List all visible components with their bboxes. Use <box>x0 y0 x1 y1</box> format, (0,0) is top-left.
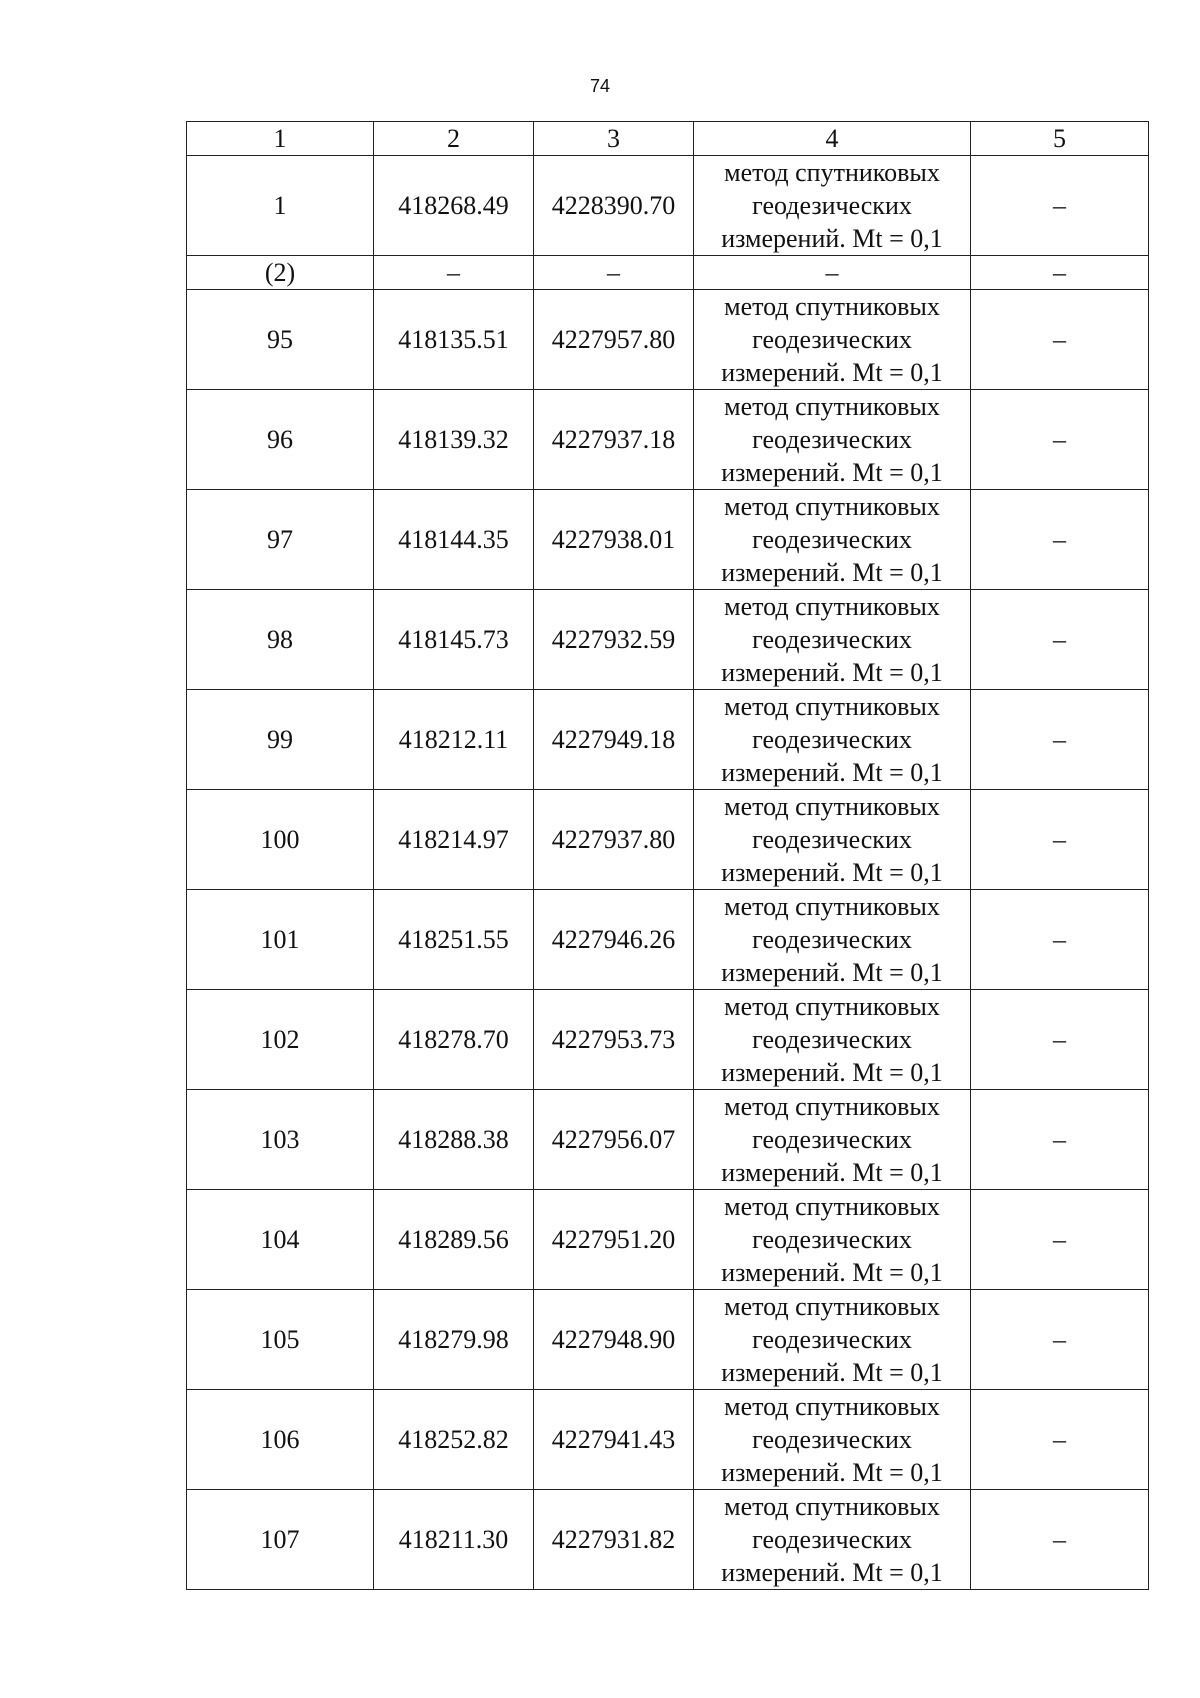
method-line: метод спутниковых <box>724 1392 940 1421</box>
method-line: метод спутниковых <box>724 1492 940 1521</box>
coordinate-y-cell: 4227938.01 <box>534 490 694 590</box>
column-header: 5 <box>971 122 1149 156</box>
column-header: 3 <box>534 122 694 156</box>
note-cell: – <box>971 290 1149 390</box>
method-line: геодезических <box>752 825 912 854</box>
coordinate-x-cell: 418211.30 <box>374 1490 534 1590</box>
method-line: измерений. Mt = 0,1 <box>721 224 943 253</box>
method-line: геодезических <box>752 1325 912 1354</box>
method-line: измерений. Mt = 0,1 <box>721 758 943 787</box>
method-line: геодезических <box>752 525 912 554</box>
method-line: – <box>825 258 839 287</box>
method-line: метод спутниковых <box>724 1292 940 1321</box>
method-cell <box>694 490 971 590</box>
method-line: измерений. Mt = 0,1 <box>721 558 943 587</box>
table-row <box>187 256 1149 290</box>
method-cell <box>694 890 971 990</box>
point-number-cell: 1 <box>187 156 374 256</box>
note-cell: – <box>971 1490 1149 1590</box>
point-number-cell: 101 <box>187 890 374 990</box>
method-line: геодезических <box>752 625 912 654</box>
column-header: 4 <box>694 122 971 156</box>
method-cell <box>694 1490 971 1590</box>
note-cell: – <box>971 1390 1149 1490</box>
table-row <box>187 490 1149 590</box>
coordinate-y-cell: 4227957.80 <box>534 290 694 390</box>
method-line: геодезических <box>752 1125 912 1154</box>
table-row <box>187 790 1149 890</box>
coordinate-y-cell: 4227956.07 <box>534 1090 694 1190</box>
note-cell: – <box>971 790 1149 890</box>
table-row <box>187 1390 1149 1490</box>
table-row <box>187 1490 1149 1590</box>
method-line: геодезических <box>752 1025 912 1054</box>
method-line: геодезических <box>752 325 912 354</box>
method-line: геодезических <box>752 1225 912 1254</box>
point-number-cell: 99 <box>187 690 374 790</box>
method-cell <box>694 256 971 290</box>
coordinate-x-cell: 418135.51 <box>374 290 534 390</box>
coordinate-y-cell: 4227937.18 <box>534 390 694 490</box>
note-cell: – <box>971 256 1149 290</box>
method-line: измерений. Mt = 0,1 <box>721 1158 943 1187</box>
method-line: метод спутниковых <box>724 292 940 321</box>
note-cell: – <box>971 156 1149 256</box>
point-number-cell: 96 <box>187 390 374 490</box>
point-number-cell: 100 <box>187 790 374 890</box>
column-header: 2 <box>374 122 534 156</box>
note-cell: – <box>971 1190 1149 1290</box>
coordinate-y-cell: 4228390.70 <box>534 156 694 256</box>
point-number-cell: 97 <box>187 490 374 590</box>
point-number-cell: 105 <box>187 1290 374 1390</box>
method-line: измерений. Mt = 0,1 <box>721 958 943 987</box>
coordinate-x-cell: 418252.82 <box>374 1390 534 1490</box>
table-row <box>187 390 1149 490</box>
column-header: 1 <box>187 122 374 156</box>
method-cell <box>694 156 971 256</box>
note-cell: – <box>971 1090 1149 1190</box>
method-line: измерений. Mt = 0,1 <box>721 858 943 887</box>
coordinate-x-cell: – <box>374 256 534 290</box>
table-header-row <box>187 122 1149 156</box>
coordinate-x-cell: 418289.56 <box>374 1190 534 1290</box>
coordinate-y-cell: – <box>534 256 694 290</box>
method-line: метод спутниковых <box>724 158 940 187</box>
table-row <box>187 690 1149 790</box>
coordinate-y-cell: 4227951.20 <box>534 1190 694 1290</box>
method-cell <box>694 1290 971 1390</box>
method-line: геодезических <box>752 191 912 220</box>
coordinate-x-cell: 418288.38 <box>374 1090 534 1190</box>
coordinate-x-cell: 418251.55 <box>374 890 534 990</box>
note-cell: – <box>971 590 1149 690</box>
coordinate-y-cell: 4227941.43 <box>534 1390 694 1490</box>
method-line: метод спутниковых <box>724 792 940 821</box>
coordinate-y-cell: 4227946.26 <box>534 890 694 990</box>
table-row <box>187 990 1149 1090</box>
method-cell <box>694 290 971 390</box>
point-number-cell: 102 <box>187 990 374 1090</box>
method-cell <box>694 690 971 790</box>
method-line: геодезических <box>752 1525 912 1554</box>
coordinate-y-cell: 4227948.90 <box>534 1290 694 1390</box>
table-row <box>187 156 1149 256</box>
method-cell <box>694 1390 971 1490</box>
coordinate-y-cell: 4227949.18 <box>534 690 694 790</box>
method-line: измерений. Mt = 0,1 <box>721 1458 943 1487</box>
method-line: метод спутниковых <box>724 492 940 521</box>
method-cell <box>694 790 971 890</box>
method-line: метод спутниковых <box>724 1192 940 1221</box>
method-line: измерений. Mt = 0,1 <box>721 1558 943 1587</box>
point-number-cell: (2) <box>187 256 374 290</box>
point-number-cell: 103 <box>187 1090 374 1190</box>
note-cell: – <box>971 490 1149 590</box>
method-line: геодезических <box>752 1425 912 1454</box>
coordinate-x-cell: 418212.11 <box>374 690 534 790</box>
method-line: измерений. Mt = 0,1 <box>721 1058 943 1087</box>
coordinates-table <box>186 121 1149 1590</box>
method-line: геодезических <box>752 725 912 754</box>
coordinate-x-cell: 418145.73 <box>374 590 534 690</box>
point-number-cell: 98 <box>187 590 374 690</box>
coordinate-y-cell: 4227931.82 <box>534 1490 694 1590</box>
method-cell <box>694 1090 971 1190</box>
table-row <box>187 1190 1149 1290</box>
table-row <box>187 1290 1149 1390</box>
method-line: измерений. Mt = 0,1 <box>721 1258 943 1287</box>
note-cell: – <box>971 390 1149 490</box>
method-line: измерений. Mt = 0,1 <box>721 358 943 387</box>
point-number-cell: 104 <box>187 1190 374 1290</box>
method-line: метод спутниковых <box>724 1092 940 1121</box>
table-row <box>187 290 1149 390</box>
note-cell: – <box>971 890 1149 990</box>
table-row <box>187 590 1149 690</box>
method-line: геодезических <box>752 425 912 454</box>
note-cell: – <box>971 690 1149 790</box>
page-number: 74 <box>589 76 611 96</box>
method-line: измерений. Mt = 0,1 <box>721 1358 943 1387</box>
method-cell <box>694 390 971 490</box>
method-line: геодезических <box>752 925 912 954</box>
coordinate-y-cell: 4227932.59 <box>534 590 694 690</box>
coordinate-x-cell: 418214.97 <box>374 790 534 890</box>
coordinate-y-cell: 4227937.80 <box>534 790 694 890</box>
point-number-cell: 107 <box>187 1490 374 1590</box>
point-number-cell: 106 <box>187 1390 374 1490</box>
coordinate-y-cell: 4227953.73 <box>534 990 694 1090</box>
method-line: измерений. Mt = 0,1 <box>721 458 943 487</box>
coordinate-x-cell: 418144.35 <box>374 490 534 590</box>
method-line: метод спутниковых <box>724 392 940 421</box>
note-cell: – <box>971 1290 1149 1390</box>
method-line: метод спутниковых <box>724 592 940 621</box>
coordinate-x-cell: 418279.98 <box>374 1290 534 1390</box>
point-number-cell: 95 <box>187 290 374 390</box>
table-row <box>187 1090 1149 1190</box>
method-line: метод спутниковых <box>724 692 940 721</box>
method-cell <box>694 590 971 690</box>
method-line: измерений. Mt = 0,1 <box>721 658 943 687</box>
coordinate-x-cell: 418139.32 <box>374 390 534 490</box>
coordinate-x-cell: 418278.70 <box>374 990 534 1090</box>
method-line: метод спутниковых <box>724 892 940 921</box>
method-line: метод спутниковых <box>724 992 940 1021</box>
coordinate-x-cell: 418268.49 <box>374 156 534 256</box>
note-cell: – <box>971 990 1149 1090</box>
table-row <box>187 890 1149 990</box>
method-cell <box>694 990 971 1090</box>
table-body <box>187 156 1149 1590</box>
method-cell <box>694 1190 971 1290</box>
